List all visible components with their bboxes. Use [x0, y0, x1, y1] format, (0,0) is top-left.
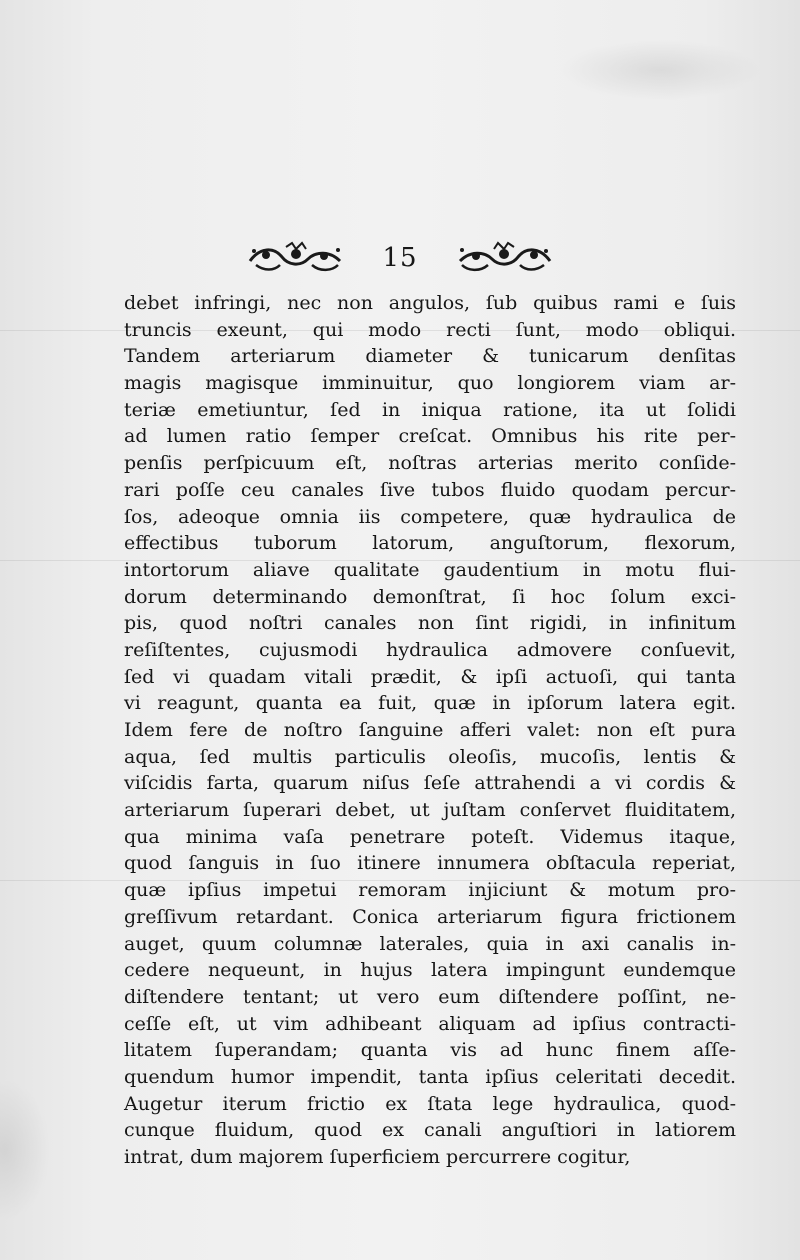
text-line: intrat, dum majorem ſuperficiem percurrere cogitur, — [124, 1146, 631, 1168]
text-line: greſſivum retardant. Conica arteriarum figura frictionem — [124, 905, 736, 928]
text-line: quæ ipſius impetui remoram injiciunt & motum pro- — [124, 879, 736, 902]
text-line: reſiſtentes, cujusmodi hydraulica admovere conſuevit, — [124, 638, 736, 661]
text-line: litatem ſuperandam; quanta vis ad hunc finem aſſe- — [124, 1039, 736, 1062]
text-line: qua minima vaſa penetrare poteſt. Videmus itaque, — [124, 825, 736, 848]
text-line: teriæ emetiuntur, ſed in iniqua ratione, ita ut ſolidi — [124, 398, 736, 421]
text-line: arteriarum ſuperari debet, ut juſtam conſervet fluiditatem, — [124, 799, 736, 822]
text-line: magis magisque imminuitur, quo longiorem viam ar- — [124, 372, 736, 395]
page-stain — [0, 1080, 50, 1220]
text-line: ad lumen ratio ſemper creſcat. Omnibus his rite per- — [124, 425, 736, 448]
text-line: cedere nequeunt, in hujus latera impingunt eundemque — [124, 959, 736, 982]
text-line: Augetur iterum frictio ex ſtata lege hydraulica, quod- — [124, 1092, 736, 1115]
fleuron-right-icon — [454, 241, 554, 275]
text-line: aqua, ſed multis particulis oleoſis, mucoſis, lentis & — [124, 745, 736, 768]
text-line: debet infringi, nec non angulos, ſub quibus rami e ſuis — [124, 292, 736, 314]
text-line: Idem fere de noſtro ſanguine afferi valet: non eſt pura — [124, 719, 736, 741]
text-line: vi reagunt, quanta ea fuit, quæ in ipſorum latera egit. — [124, 692, 736, 715]
text-line: dorum determinando demonſtrat, ſi hoc ſolum exci- — [124, 585, 736, 608]
text-line: cunque fluidum, quod ex canali anguſtiori in latiorem — [124, 1119, 736, 1142]
body-text — [124, 290, 736, 1171]
running-header — [0, 236, 800, 280]
text-line: diſtendere tentant; ut vero eum diſtendere poſſint, ne- — [124, 985, 736, 1008]
text-line: Tandem arteriarum diameter & tunicarum denſitas — [124, 345, 736, 368]
page-stain — [560, 40, 760, 100]
text-line: ſos, adeoque omnia iis competere, quæ hydraulica de — [124, 505, 736, 528]
text-line: ſed vi quadam vitali prædit, & ipſi actuoſi, qui tanta — [124, 665, 736, 688]
text-line: viſcidis farta, quarum niſus ſeſe attrahendi a vi cordis & — [124, 772, 736, 795]
text-line: quendum humor impendit, tanta ipſius celeritati decedit. — [124, 1065, 736, 1088]
text-line: intortorum aliave qualitate gaudentium in motu flui- — [124, 558, 736, 581]
text-line: effectibus tuborum latorum, anguſtorum, flexorum, — [124, 532, 736, 555]
text-line: rari poſſe ceu canales ſive tubos fluido quodam percur- — [124, 478, 736, 501]
text-line: auget, quum columnæ laterales, quia in axi canalis in- — [124, 932, 736, 955]
text-line: penſis perſpicuum eſt, noſtras arterias merito conſide- — [124, 452, 736, 475]
text-line: truncis exeunt, qui modo recti ſunt, modo obliqui. — [124, 318, 736, 341]
text-line: ceſſe eſt, ut vim adhibeant aliquam ad ipſius contracti- — [124, 1012, 736, 1035]
page-number: 15 — [382, 243, 418, 273]
text-line: pis, quod noſtri canales non ſint rigidi, in infinitum — [124, 612, 736, 635]
text-line: quod ſanguis in ſuo itinere innumera obſtacula reperiat, — [124, 852, 736, 875]
fleuron-left-icon — [246, 241, 346, 275]
